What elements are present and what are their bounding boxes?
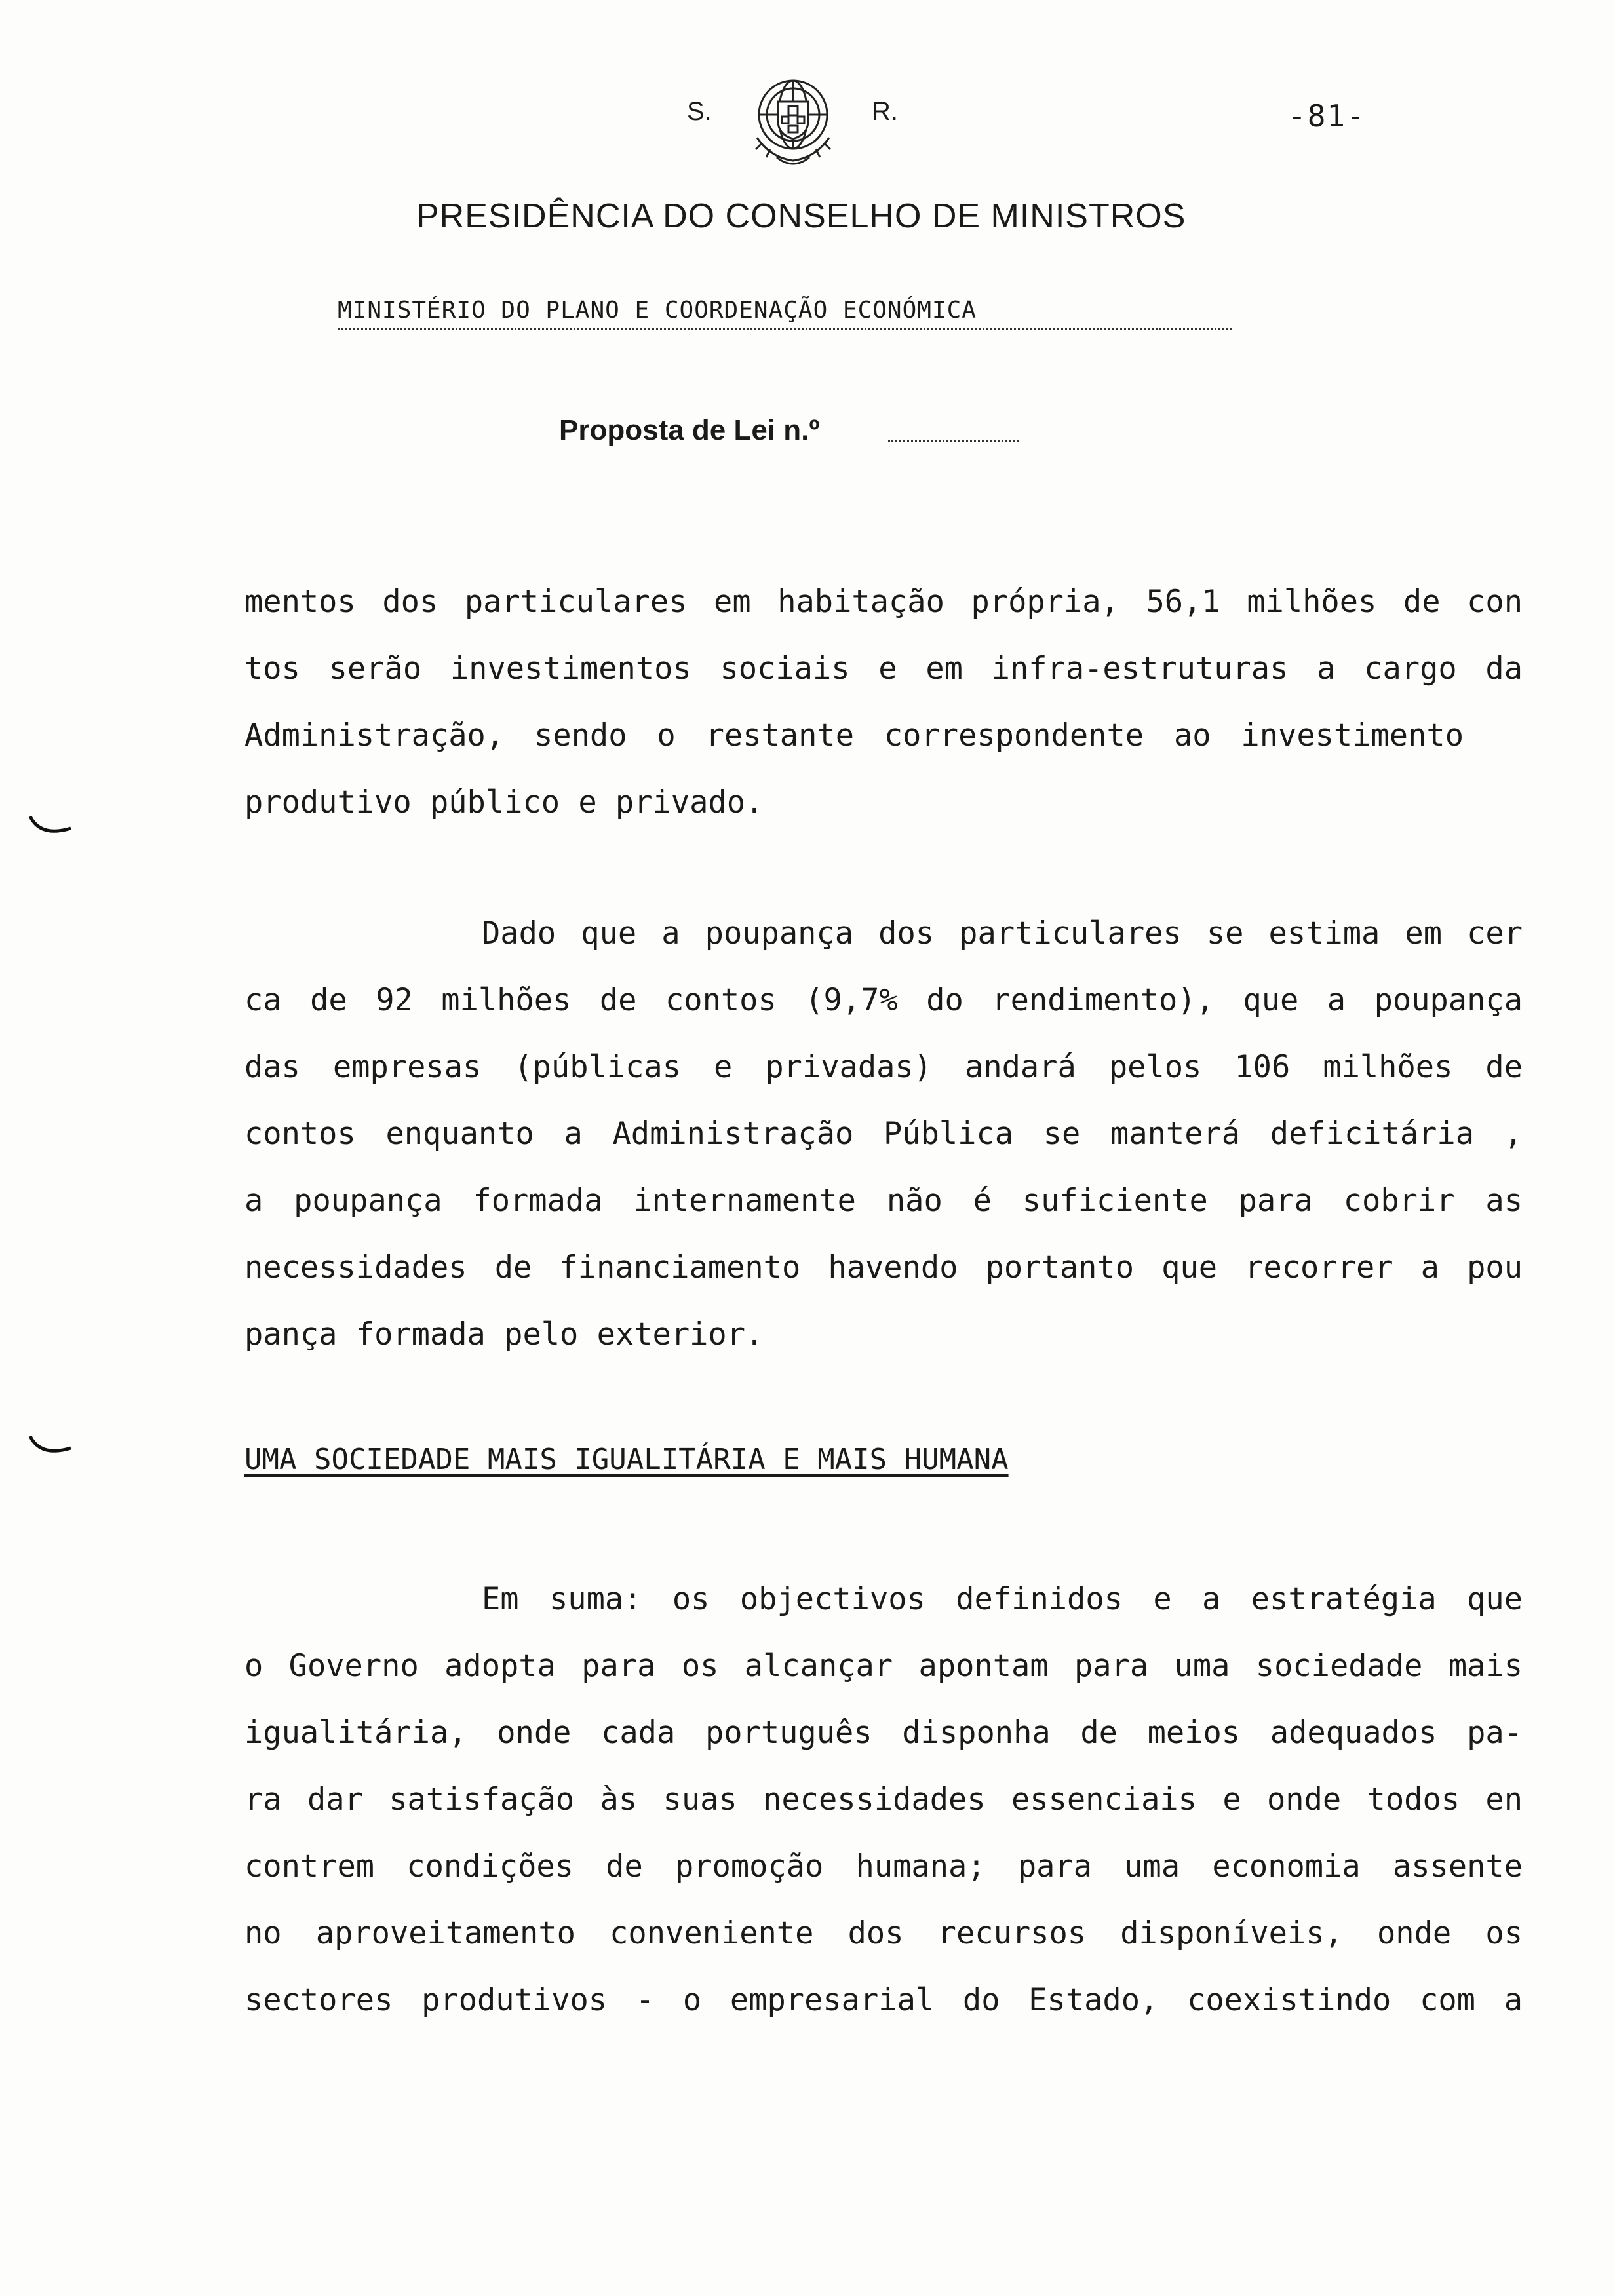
margin-check-mark-icon (28, 1434, 73, 1460)
proposta-dotted-blank (888, 440, 1019, 442)
section-heading: UMA SOCIEDADE MAIS IGUALITÁRIA E MAIS HUMANA (244, 1443, 1009, 1476)
letterhead-r: R. (872, 97, 898, 126)
page-number: -81- (1288, 98, 1366, 134)
text-line: necessidades de financiamento havendo portanto que recorrer a pou (244, 1250, 1523, 1286)
text-line: ra dar satisfação às suas necessidades essenciais e onde todos en (244, 1782, 1523, 1818)
coat-of-arms-icon (737, 66, 849, 177)
text-line: das empresas (públicas e privadas) andará pelos 106 milhões de (244, 1049, 1523, 1085)
text-line: tos serão investimentos sociais e em infra-estruturas a cargo da (244, 651, 1523, 687)
paragraph-3 (244, 1566, 1523, 2034)
text-line: mentos dos particulares em habitação própria, 56,1 milhões de con (244, 584, 1523, 620)
paragraph-2 (244, 900, 1523, 1368)
ministerio-dotted-underline (338, 328, 1232, 330)
text-line: contrem condições de promoção humana; para uma economia assente (244, 1848, 1523, 1885)
text-line: no aproveitamento conveniente dos recursos disponíveis, onde os (244, 1915, 1523, 1951)
letterhead (0, 92, 1615, 170)
text-line: Administração, sendo o restante correspondente ao investimento (244, 718, 1464, 754)
text-line: o Governo adopta para os alcançar apontam para uma sociedade mais (244, 1648, 1523, 1684)
text-line: Dado que a poupança dos particulares se estima em cer (482, 915, 1523, 951)
text-line: igualitária, onde cada português disponha de meios adequados pa- (244, 1715, 1523, 1751)
ministerio-line: MINISTÉRIO DO PLANO E COORDENAÇÃO ECONÓMICA (338, 297, 977, 324)
text-line: Em suma: os objectivos definidos e a estratégia que (482, 1581, 1523, 1617)
text-line: a poupança formada internamente não é suficiente para cobrir as (244, 1183, 1523, 1219)
text-line: contos enquanto a Administração Pública se manterá deficitária , (244, 1116, 1523, 1152)
presidencia-heading: PRESIDÊNCIA DO CONSELHO DE MINISTROS (416, 197, 1186, 235)
letterhead-s: S. (687, 97, 712, 126)
proposta-label: Proposta de Lei n.º (559, 414, 820, 446)
text-line: sectores produtivos - o empresarial do Estado, coexistindo com a (244, 1982, 1523, 2018)
text-line: pança formada pelo exterior. (244, 1316, 764, 1352)
text-line: ca de 92 milhões de contos (9,7% do rendimento), que a poupança (244, 982, 1523, 1018)
paragraph-1 (244, 569, 1523, 836)
margin-check-mark-icon (28, 814, 73, 840)
text-line: produtivo público e privado. (244, 784, 764, 820)
